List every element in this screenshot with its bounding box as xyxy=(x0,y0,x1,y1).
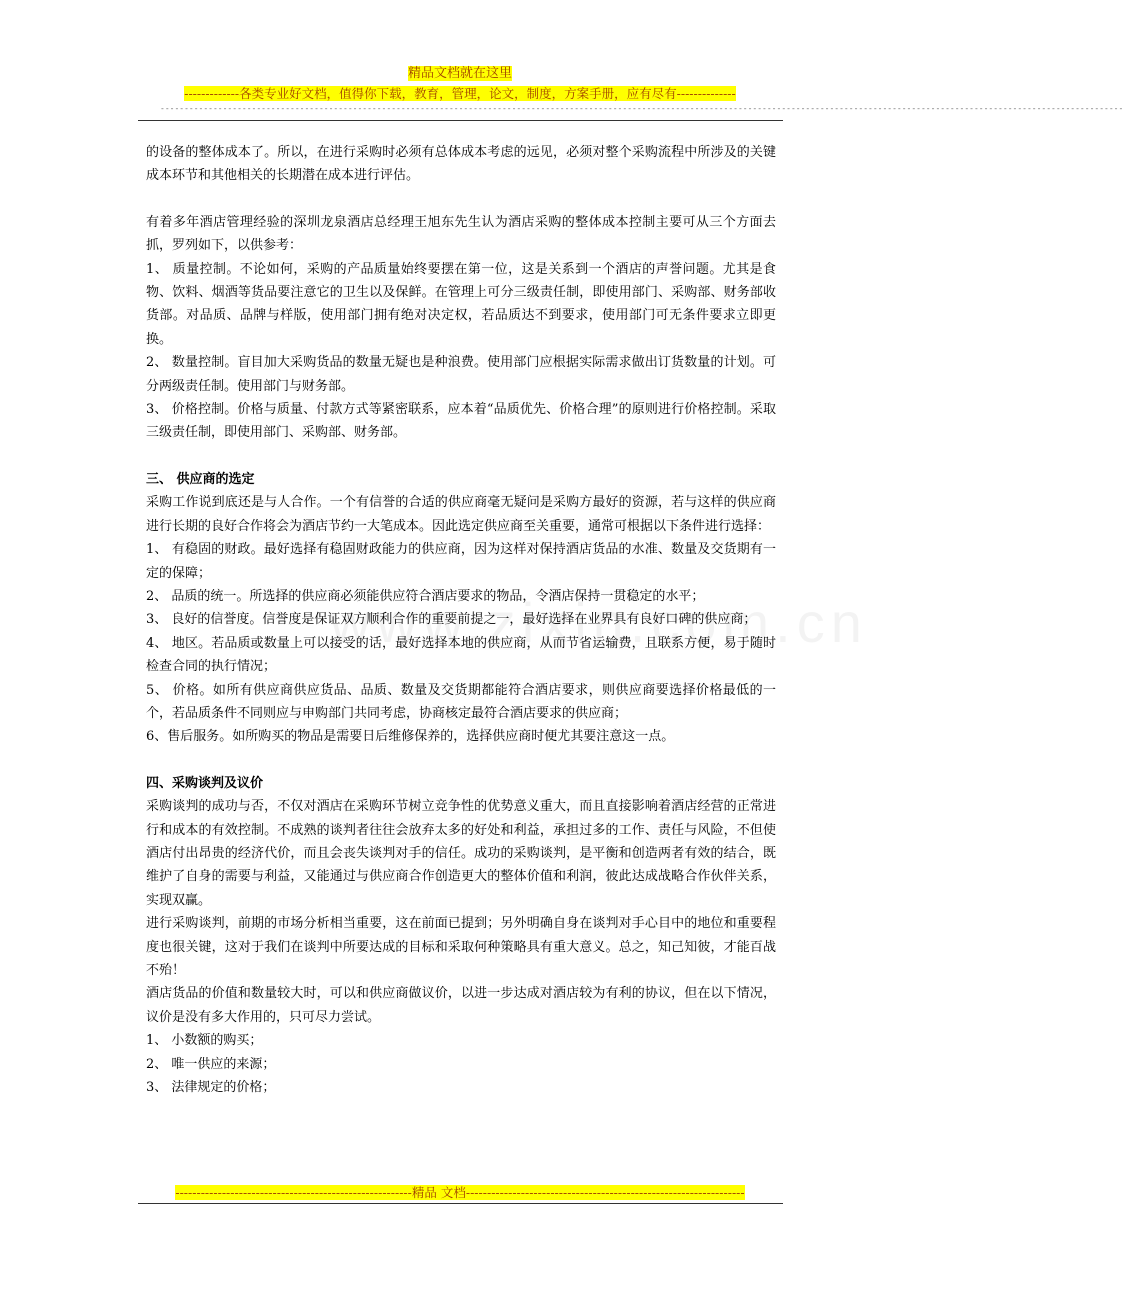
list-item: 5、 价格。如所有供应商供应货品、品质、数量及交货期都能符合酒店要求，则供应商要选择价格最低的一个，若品质条件不同则应与申购部门共同考虑，协商核定最符合酒店要求的供应商； xyxy=(146,682,776,721)
list-item: 3、 价格控制。价格与质量、付款方式等紧密联系，应本着“品质优先、价格合理”的原则进行价格控制。采取三级责任制，即使用部门、采购部、财务部。 xyxy=(146,402,776,441)
header-banner-text: -------------各类专业好文档，值得你下载，教育，管理，论文，制度，方案手册，应有尽有-------------- xyxy=(184,86,736,101)
paragraph-gap xyxy=(146,188,776,211)
footer-divider xyxy=(138,1203,783,1204)
list-item: 3、 良好的信誉度。信誉度是保证双方顺利合作的重要前提之一，最好选择在业界具有良好口碑的供应商； xyxy=(146,612,757,628)
paragraph: 的设备的整体成本了。所以，在进行采购时必须有总体成本考虑的远见，必须对整个采购流程中所涉及的关键成本环节和其他相关的长期潜在成本进行评估。 xyxy=(146,145,776,184)
paragraph: 采购谈判的成功与否，不仅对酒店在采购环节树立竞争性的优势意义重大，而且直接影响着酒店经营的正常进行和成本的有效控制。不成熟的谈判者往往会放弃太多的好处和利益，承担过多的工作、责任与风险，不但使酒店付出昂贵的经济代价，而且会丧失谈判对手的信任。成功的采购谈判，是平衡和创造两者有效的结合，既维护了自身的需要与利益，又能通过与供应商合作创造更大的整体价值和利润，彼此达成战略合作伙伴关系，实现双赢。 xyxy=(146,799,776,908)
header-banner xyxy=(0,85,920,103)
section-heading-3: 三、 供应商的选定 xyxy=(146,471,255,487)
paragraph: 采购工作说到底还是与人合作。一个有信誉的合适的供应商毫无疑问是采购方最好的资源，若与这样的供应商进行长期的良好合作将会为酒店节约一大笔成本。因此选定供应商至关重要，通常可根据以下条件进行选择： xyxy=(146,495,776,534)
footer-banner xyxy=(0,1185,920,1201)
document-body xyxy=(146,141,776,1099)
list-item: 1、 有稳固的财政。最好选择有稳固财政能力的供应商，因为这样对保持酒店货品的水准、数量及交货期有一定的保障； xyxy=(146,542,776,581)
header-title-text: 精品文档就在这里 xyxy=(407,66,512,81)
list-item: 2、 品质的统一。所选择的供应商必须能供应符合酒店要求的物品，令酒店保持一贯稳定的水平； xyxy=(146,588,705,604)
paragraph-gap xyxy=(146,749,776,772)
paragraph: 有着多年酒店管理经验的深圳龙泉酒店总经理王旭东先生认为酒店采购的整体成本控制主要可从三个方面去抓，罗列如下，以供参考： xyxy=(146,214,776,254)
list-item: 2、 唯一供应的来源； xyxy=(146,1056,276,1072)
paragraph: 进行采购谈判，前期的市场分析相当重要，这在前面已提到；另外明确自身在谈判对手心目中的地位和重要程度也很关键，这对于我们在谈判中所要达成的目标和采取何种策略具有重大意义。总之，知己知彼，才能百战不殆！ xyxy=(146,916,776,978)
footer-text: --------------------------------------------------------精品 文档------------------------------------------------------------------ xyxy=(175,1185,745,1200)
list-item: 1、 质量控制。不论如何，采购的产品质量始终要摆在第一位，这是关系到一个酒店的声誉问题。尤其是食物、饮料、烟酒等货品要注意它的卫生以及保鲜。在管理上可分三级责任制，即使用部门、采购部、财务部收货部。对品质、品牌与样版，使用部门拥有绝对决定权，若品质达不到要求，使用部门可无条件要求立即更换。 xyxy=(146,261,776,347)
section-heading-4: 四、采购谈判及议价 xyxy=(146,775,264,791)
header-dash-line: -------------------------------------------------------------------------------------------------------------------------------------------------------------------------------------------------------- xyxy=(160,104,1123,113)
list-item: 2、 数量控制。盲目加大采购货品的数量无疑也是种浪费。使用部门应根据实际需求做出订货数量的计划。可分两级责任制。使用部门与财务部。 xyxy=(146,355,776,394)
list-item: 4、 地区。若品质或数量上可以接受的话，最好选择本地的供应商，从而节省运输费，且联系方便，易于随时检查合同的执行情况； xyxy=(146,635,776,675)
paragraph: 酒店货品的价值和数量较大时，可以和供应商做议价，以进一步达成对酒店较为有利的协议，但在以下情况，议价是没有多大作用的，只可尽力尝试。 xyxy=(146,986,776,1025)
header-title xyxy=(0,65,920,83)
header-divider xyxy=(138,120,783,121)
paragraph-gap xyxy=(146,445,776,468)
list-item: 6、售后服务。如所购买的物品是需要日后维修保养的，选择供应商时便尤其要注意这一点。 xyxy=(146,729,675,745)
list-item: 3、 法律规定的价格； xyxy=(146,1080,276,1096)
list-item: 1、 小数额的购买； xyxy=(146,1033,263,1049)
